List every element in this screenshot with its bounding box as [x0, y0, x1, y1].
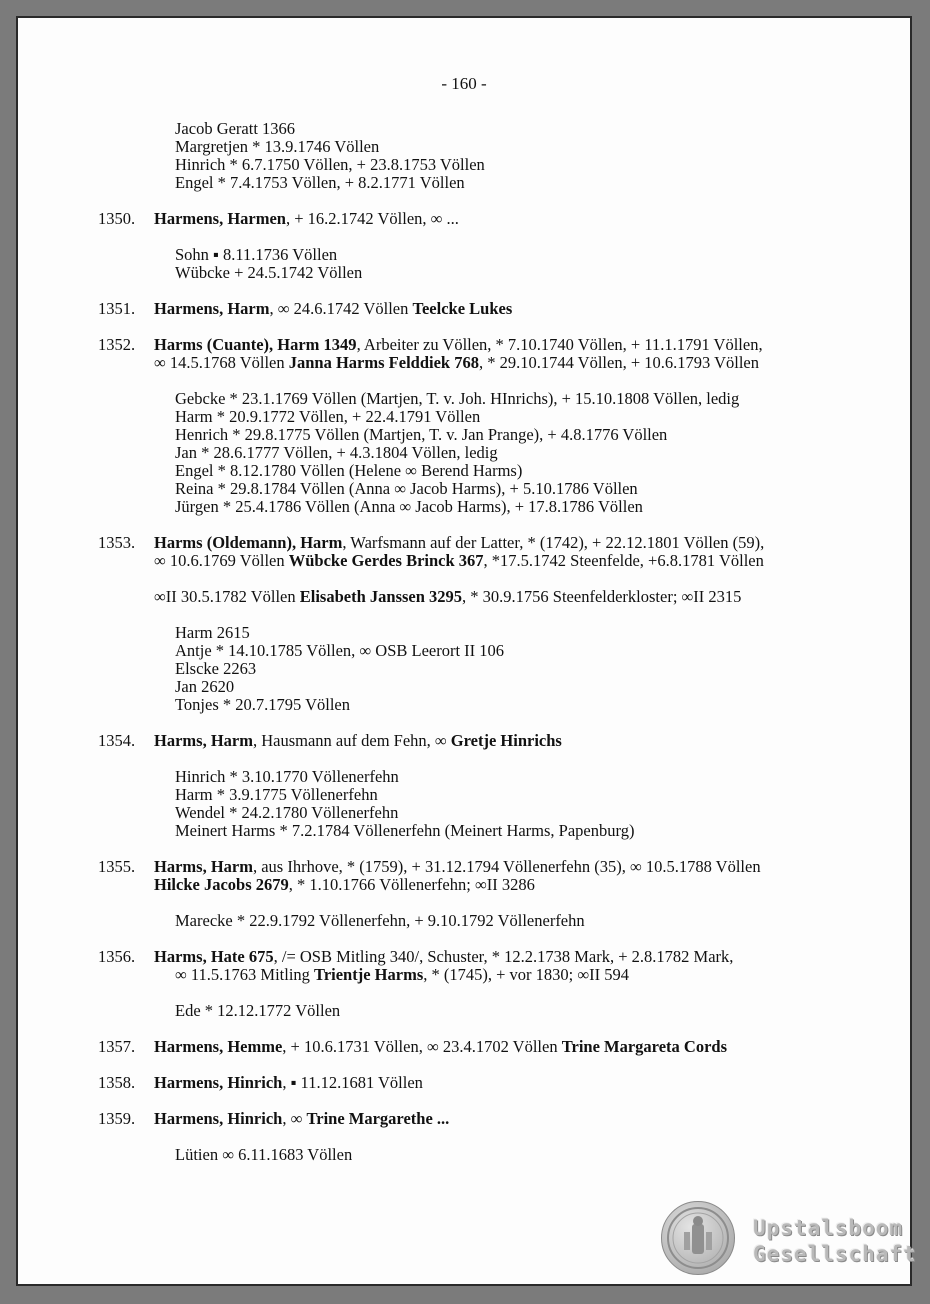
entry-continuation: [154, 876, 535, 894]
child-line: Jacob Geratt 1366: [175, 119, 296, 138]
publisher-name-line2: Gesellschaft: [753, 1242, 917, 1266]
entry-text: , + 16.2.1742 Völlen, ∞ ...: [285, 209, 459, 228]
entry-text: ∞II 30.5.1782 Völlen: [154, 587, 300, 606]
person-name: Harms, Harm: [154, 731, 253, 750]
child-line: Jürgen * 25.4.1786 Völlen (Anna ∞ Jacob Harms), + 17.8.1786 Völlen: [175, 497, 643, 516]
child-line: Engel * 8.12.1780 Völlen (Helene ∞ Berend Harms): [175, 461, 523, 480]
entry-second-marriage: [154, 588, 741, 606]
child-line: Harm * 3.9.1775 Völlenerfehn: [175, 785, 378, 804]
child-line: Gebcke * 23.1.1769 Völlen (Martjen, T. v. Joh. HInrichs), + 15.10.1808 Völlen, ledig: [175, 389, 740, 408]
child-line: Ede * 12.12.1772 Völlen: [175, 1001, 341, 1020]
entry-text: , Arbeiter zu Völlen, * 7.10.1740 Völlen, + 11.1.1791 Völlen,: [356, 335, 763, 354]
entry-text: ∞ 11.5.1763 Mitling: [175, 965, 315, 984]
entry-text: , ∞ 24.6.1742 Völlen: [269, 299, 413, 318]
child-line: Jan 2620: [175, 677, 235, 696]
spouse-name: Trientje Harms: [314, 965, 424, 984]
entry-text: , * 30.9.1756 Steenfelderkloster; ∞II 2315: [462, 587, 742, 606]
entry-number: 1352.: [98, 335, 136, 354]
child-line: Reina * 29.8.1784 Völlen (Anna ∞ Jacob Harms), + 5.10.1786 Völlen: [175, 479, 638, 498]
entry-text: , Hausmann auf dem Fehn, ∞: [252, 731, 451, 750]
document-page: [16, 16, 917, 1286]
child-line: Jan * 28.6.1777 Völlen, + 4.3.1804 Völlen, ledig: [175, 443, 498, 462]
person-name: Harmens, Hinrich: [154, 1073, 283, 1092]
child-line: Hinrich * 6.7.1750 Völlen, + 23.8.1753 Völlen: [175, 155, 485, 174]
entry-text: , aus Ihrhove, * (1759), + 31.12.1794 Völlenerfehn (35), ∞ 10.5.1788 Völlen: [252, 857, 761, 876]
child-line: Margretjen * 13.9.1746 Völlen: [175, 137, 380, 156]
spouse-name: Elisabeth Janssen 3295: [299, 587, 463, 606]
person-name: Harms, Hate 675: [154, 947, 274, 966]
spouse-name: Trine Margarethe ...: [306, 1109, 450, 1128]
seal-figure-icon: [662, 1202, 734, 1274]
entry-text: , * (1745), + vor 1830; ∞II 594: [423, 965, 630, 984]
child-line: Antje * 14.10.1785 Völlen, ∞ OSB Leerort II 106: [175, 641, 505, 660]
child-line: Hinrich * 3.10.1770 Völlenerfehn: [175, 767, 399, 786]
entry-text: , *17.5.1742 Steenfelde, +6.8.1781 Völlen: [483, 551, 764, 570]
child-line: Harm 2615: [175, 623, 250, 642]
child-line: Elscke 2263: [175, 659, 257, 678]
person-name: Harmens, Harm: [154, 299, 270, 318]
entry-text: , * 29.10.1744 Völlen, + 10.6.1793 Völlen: [478, 353, 760, 372]
child-line: Wendel * 24.2.1780 Völlenerfehn: [175, 803, 399, 822]
person-name: Harms (Oldemann), Harm: [154, 533, 343, 552]
child-line: Henrich * 29.8.1775 Völlen (Martjen, T. v. Jan Prange), + 4.8.1776 Völlen: [175, 425, 668, 444]
spouse-name: Teelcke Lukes: [412, 299, 513, 318]
entry-text: , + 10.6.1731 Völlen, ∞ 23.4.1702 Völlen: [282, 1037, 562, 1056]
spouse-name: Hilcke Jacobs 2679: [154, 875, 289, 894]
entry-text: ∞ 10.6.1769 Völlen: [154, 551, 289, 570]
entry-number: 1355.: [98, 857, 136, 876]
entry-number: 1351.: [98, 299, 136, 318]
child-line: Meinert Harms * 7.2.1784 Völlenerfehn (Meinert Harms, Papenburg): [175, 821, 635, 840]
entry-number: 1354.: [98, 731, 136, 750]
entry-text: , Warfsmann auf der Latter, * (1742), + 22.12.1801 Völlen (59),: [342, 533, 765, 552]
entry-number: 1356.: [98, 947, 136, 966]
child-line: Harm * 20.9.1772 Völlen, + 22.4.1791 Völlen: [175, 407, 481, 426]
spouse-name: Gretje Hinrichs: [450, 731, 562, 750]
child-line: Tonjes * 20.7.1795 Völlen: [175, 695, 350, 714]
person-name: Harmens, Hemme: [154, 1037, 283, 1056]
person-name: Harms, Harm: [154, 857, 253, 876]
child-line: Sohn ▪ 8.11.1736 Völlen: [175, 245, 338, 264]
entry-text: , /= OSB Mitling 340/, Schuster, * 12.2.1738 Mark, + 2.8.1782 Mark,: [273, 947, 734, 966]
entry-text: , ▪ 11.12.1681 Völlen: [282, 1073, 423, 1092]
spouse-name: Janna Harms Felddiek 768: [288, 353, 479, 372]
entry-continuation: [154, 552, 764, 570]
child-line: Marecke * 22.9.1792 Völlenerfehn, + 9.10.1792 Völlenerfehn: [175, 911, 585, 930]
child-line: Lütien ∞ 6.11.1683 Völlen: [175, 1145, 353, 1164]
child-line: Wübcke + 24.5.1742 Völlen: [175, 263, 363, 282]
entry-text: ∞ 14.5.1768 Völlen: [154, 353, 289, 372]
spouse-name: Wübcke Gerdes Brinck 367: [288, 551, 484, 570]
publisher-name-line1: Upstalsboom: [753, 1216, 904, 1240]
entry-text: , ∞: [282, 1109, 307, 1128]
entry-number: 1357.: [98, 1037, 136, 1056]
person-name: Harmens, Hinrich: [154, 1109, 283, 1128]
entry-continuation: [175, 966, 629, 984]
entry-number: 1359.: [98, 1109, 136, 1128]
society-seal-icon: [661, 1201, 735, 1275]
spouse-name: Trine Margareta Cords: [561, 1037, 727, 1056]
person-name: Harms (Cuante), Harm 1349: [154, 335, 357, 354]
entry-number: 1350.: [98, 209, 136, 228]
person-name: Harmens, Harmen: [154, 209, 286, 228]
entry-number: 1358.: [98, 1073, 136, 1092]
page-number: - 160 -: [441, 74, 487, 93]
entry-number: 1353.: [98, 533, 136, 552]
child-line: Engel * 7.4.1753 Völlen, + 8.2.1771 Völlen: [175, 173, 465, 192]
entry-continuation: [154, 354, 759, 372]
entry-text: , * 1.10.1766 Völlenerfehn; ∞II 3286: [288, 875, 535, 894]
